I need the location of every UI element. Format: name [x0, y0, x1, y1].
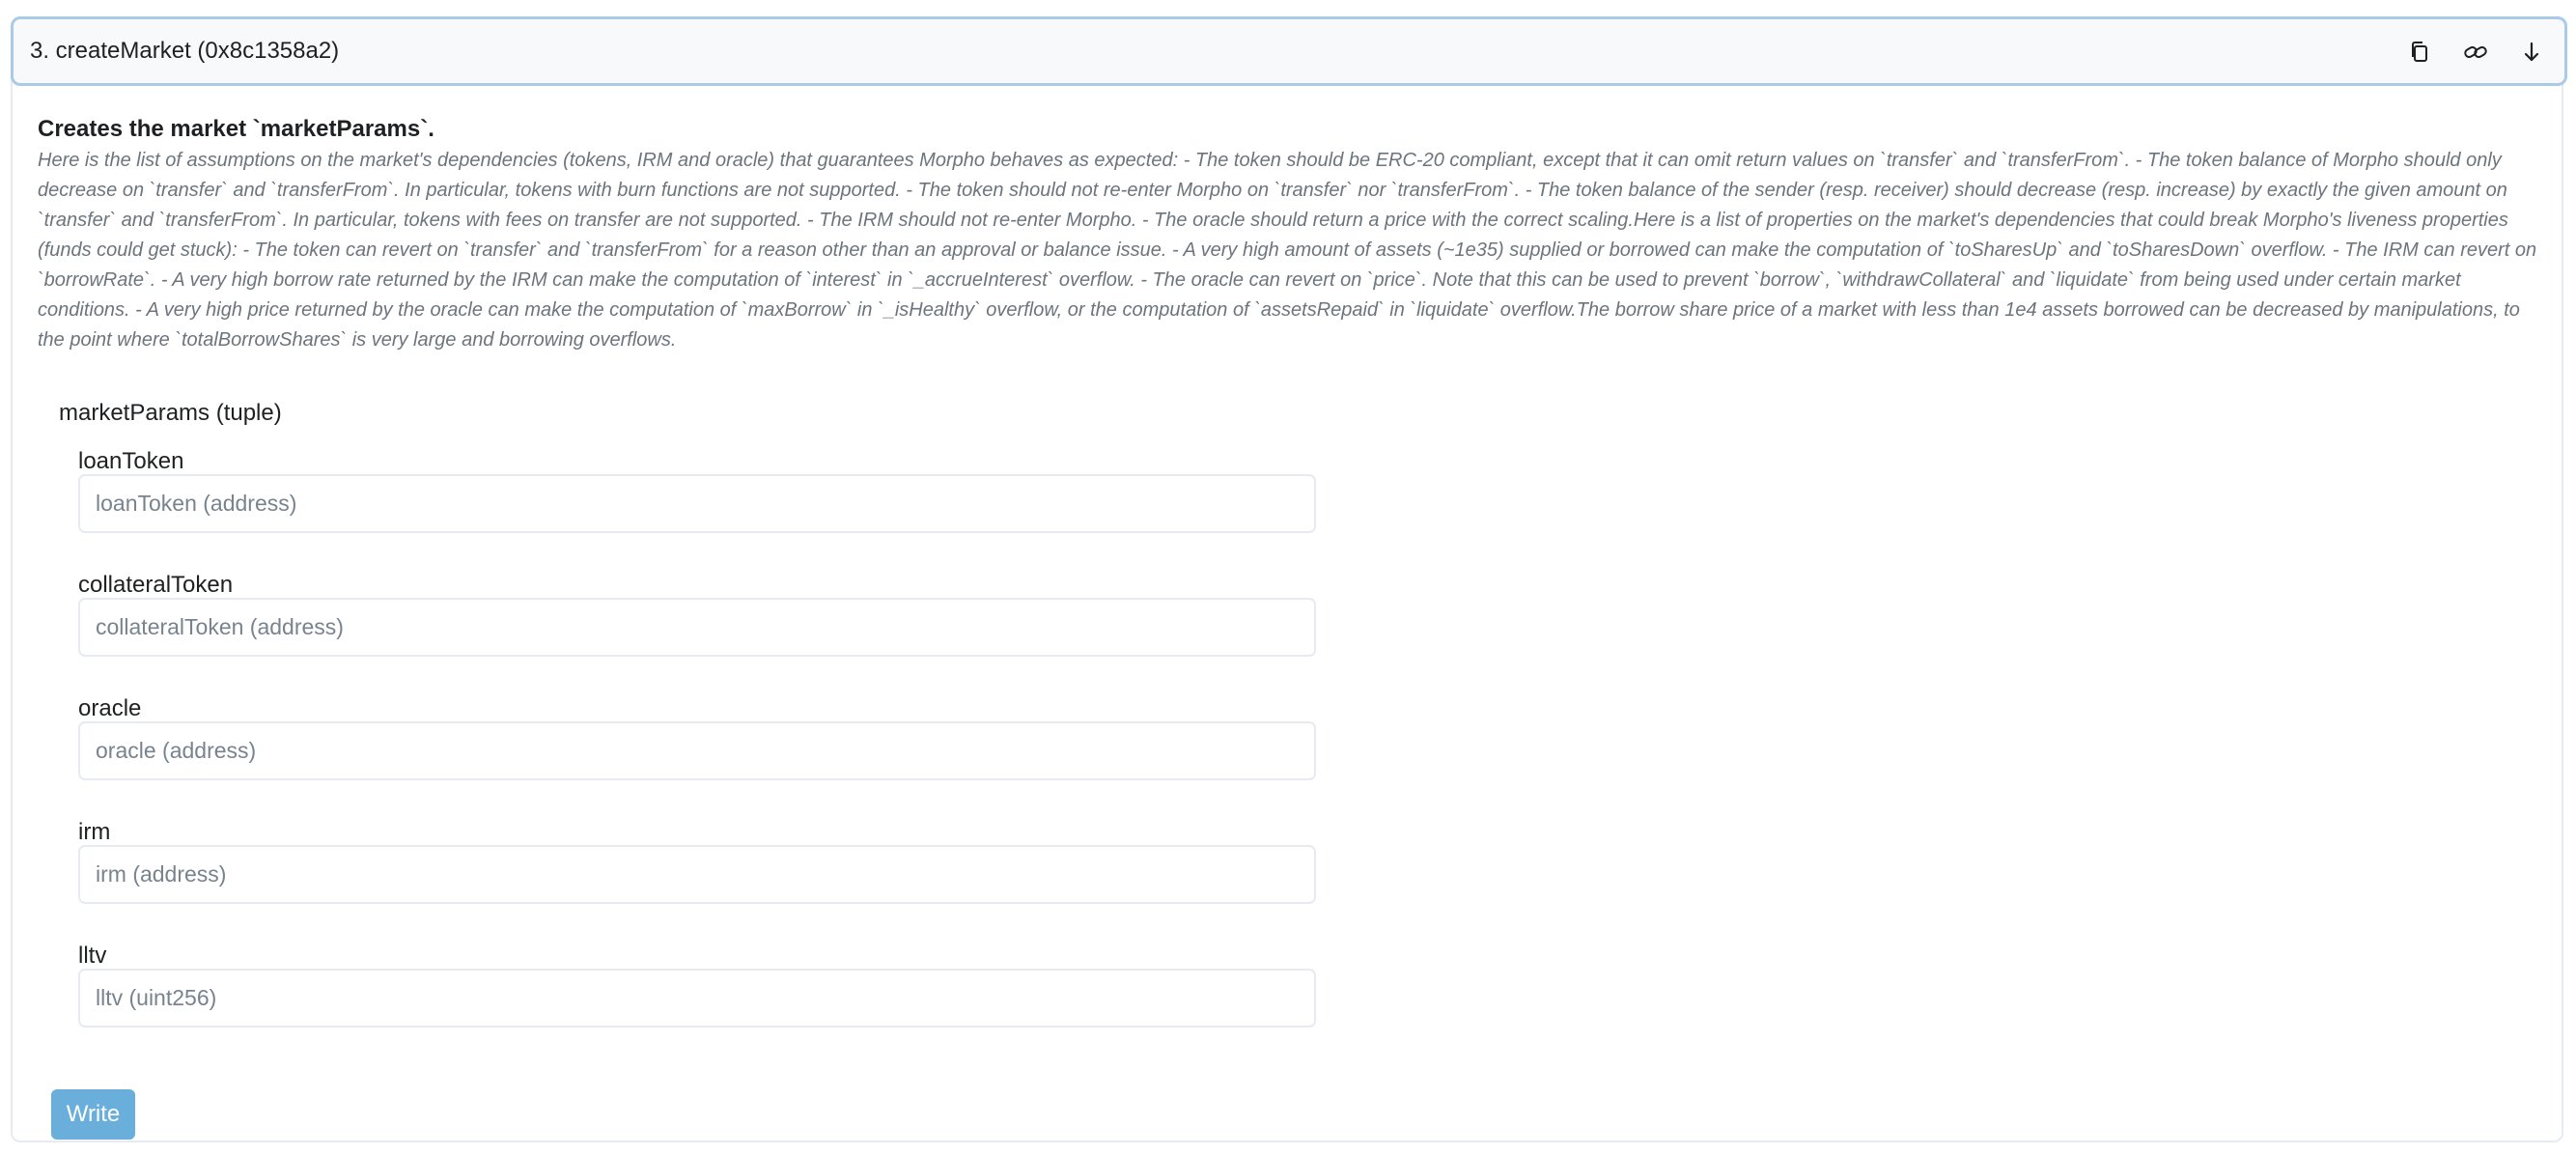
function-header[interactable]	[11, 16, 2567, 86]
lltv-input[interactable]	[78, 969, 1316, 1028]
link-icon	[2463, 42, 2488, 62]
link-button[interactable]	[2459, 36, 2492, 69]
collapse-button[interactable]	[2515, 36, 2548, 69]
field-label-oracle: oracle	[78, 695, 142, 721]
collateralToken-input[interactable]	[78, 598, 1316, 657]
irm-input[interactable]	[78, 845, 1316, 904]
function-title: 3. createMarket (0x8c1358a2)	[30, 38, 340, 64]
field-label-collateralToken: collateralToken	[78, 572, 234, 598]
field-label-lltv: lltv	[78, 943, 107, 969]
loanToken-input[interactable]	[78, 474, 1316, 533]
description-text: Here is the list of assumptions on the market's dependencies (tokens, IRM and oracle) that guarantees Morpho behaves as expected: - The token should be ERC-20 compliant, except that it can omit return values on `transfer` and `transferFrom`. - The token balance of Morpho should only decrease on `transfer` and `transferFrom`. In particular, tokens with burn functions are not supported. - The token should not re-enter Morpho on `transfer` nor `transferFrom`. - The token balance of the sender (resp. receiver) should decrease (resp. increase) by exactly the given amount on `transfer` and `transferFrom`. In particular, tokens with fees on transfer are not supported. - The IRM should not re-enter Morpho. - The oracle should return a price with the correct scaling.Here is a list of properties on the market's dependencies that could break Morpho's liveness properties (funds could get stuck): - The token can revert on `transfer` and `transferFrom` for a reason other than an approval or balance issue. - A very high amount of assets (~1e35) supplied or borrowed can make the computation of `toSharesUp` and `toSharesDown` overflow. - The IRM can revert on `borrowRate`. - A very high borrow rate returned by the IRM can make the computation of `interest` in `_accrueInterest` overflow. - The oracle can revert on `price`. Note that this can be used to prevent `borrow`, `withdrawCollateral` and `liquidate` from being used under certain market conditions. - A very high price returned by the oracle can make the computation of `maxBorrow` in `_isHealthy` overflow, or the computation of `assetsRepaid` in `liquidate` overflow.The borrow share price of a market with less than 1e4 assets borrowed can be decreased by manipulations, to the point where `totalBorrowShares` is very large and borrowing overflows.	[38, 150, 2537, 351]
copy-button[interactable]	[2403, 36, 2436, 69]
oracle-input[interactable]	[78, 721, 1316, 780]
function-card	[11, 16, 2563, 1142]
copy-icon	[2409, 41, 2430, 64]
arrow-down-icon	[2523, 41, 2540, 64]
description-title: Creates the market `marketParams`.	[38, 116, 434, 142]
function-body	[38, 115, 2548, 355]
write-button[interactable]: Write	[51, 1089, 135, 1140]
param-group-label: marketParams (tuple)	[59, 400, 282, 426]
field-label-irm: irm	[78, 819, 111, 845]
field-label-loanToken: loanToken	[78, 448, 184, 474]
